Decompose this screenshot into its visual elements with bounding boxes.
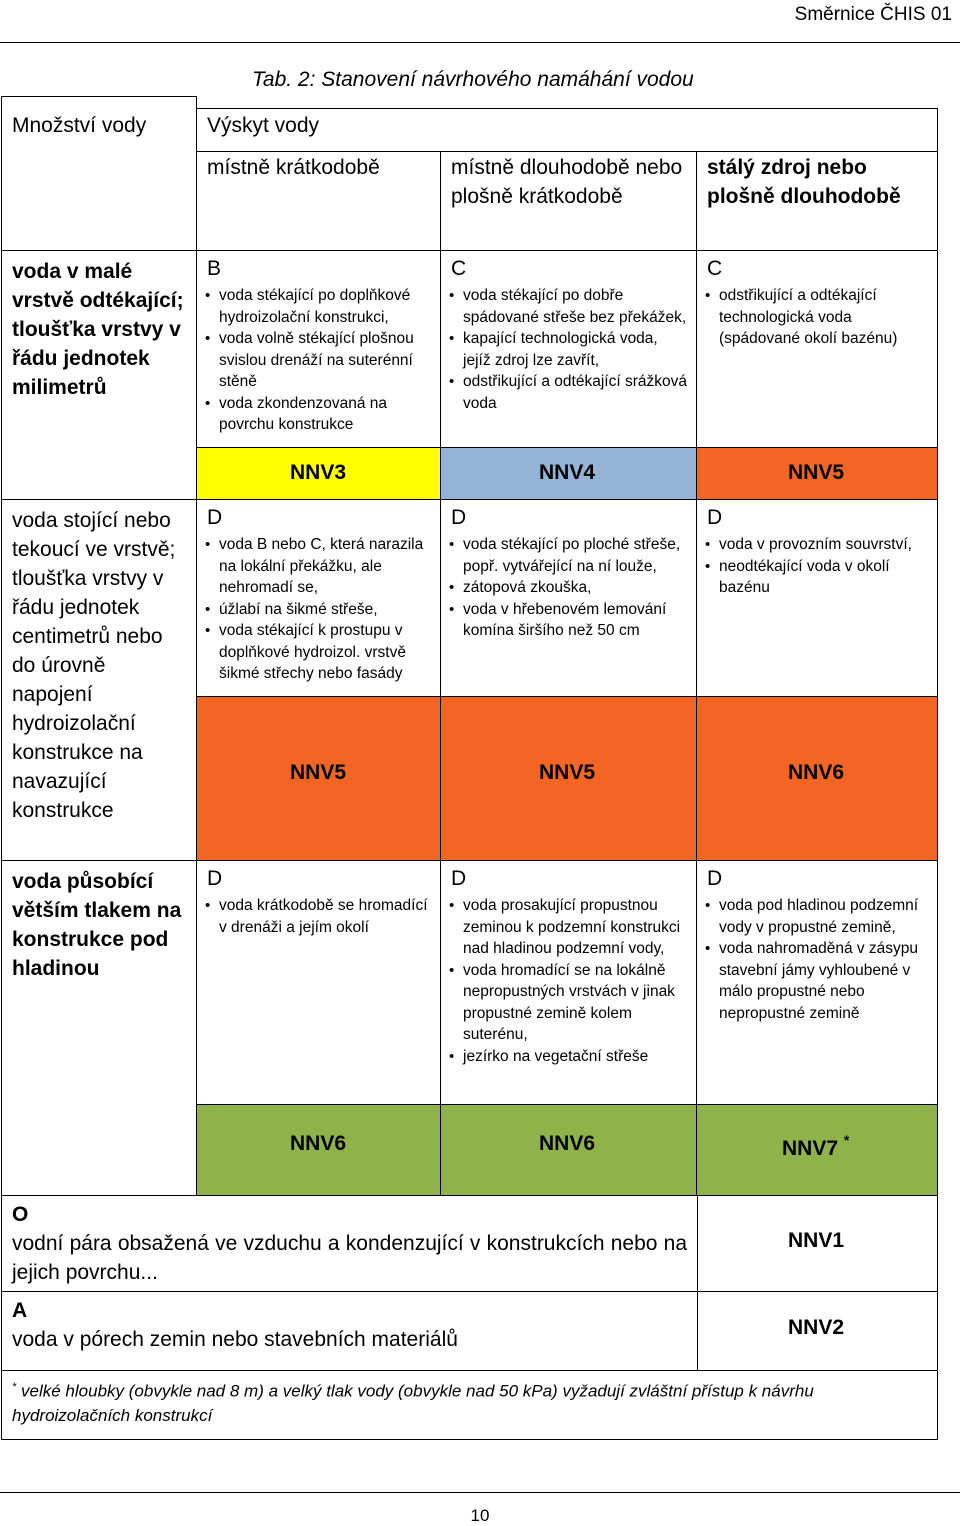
header-c1-cell	[196, 151, 441, 251]
list-item: • voda stékající k prostupu v doplňkové hydroizol. vrstvě šikmé střechy nebo fasády	[219, 620, 432, 685]
row3-label-cell	[1, 860, 197, 1196]
bottom-o-cell	[1, 1195, 698, 1292]
document-title: Směrnice ČHIS 01	[794, 4, 952, 25]
row1-cell1	[196, 250, 441, 448]
list-item: • voda stékající po doplňkové hydroizolační konstrukci,	[219, 285, 432, 328]
bottom-a-cell	[1, 1291, 698, 1371]
row3-nnv1: NNV6	[290, 1132, 347, 1155]
row3-nnv1-cell	[196, 1104, 441, 1196]
bottom-o-nnv-cell	[697, 1195, 938, 1292]
row2-cell2	[440, 499, 697, 697]
row1-cell2	[440, 250, 697, 448]
bottom-o-letter: O	[12, 1203, 29, 1226]
header-vyskyt: Výskyt vody	[207, 114, 320, 137]
row2-cell1	[196, 499, 441, 697]
page-number: 10	[470, 1506, 490, 1525]
row3-nnv3-cell	[696, 1104, 938, 1196]
row3-nnv2: NNV6	[539, 1132, 596, 1155]
bottom-a-letter: A	[12, 1299, 28, 1322]
list-item: • voda volně stékající plošnou svislou drenáží na suterénní stěně	[219, 328, 432, 393]
row2-label: voda stojící nebo tekoucí ve vrstvě; tloušťka vrstvy v řádu jednotek centimetrů nebo do úrovně napojení hydroizolační konstrukce na navazující konstrukce	[12, 509, 176, 822]
footer-rule	[0, 1492, 960, 1493]
row1-nnv2-cell	[440, 447, 697, 500]
bottom-a-text: voda v pórech zemin nebo stavebních materiálů	[12, 1328, 458, 1351]
footnote-mark: *	[12, 1381, 17, 1393]
footnote-marker: *	[843, 1132, 850, 1148]
bottom-a-nnv-cell	[697, 1291, 938, 1371]
header-vyskyt-cell	[196, 108, 938, 152]
row2-nnv3: NNV6	[788, 761, 845, 784]
list-item: • voda stékající po ploché střeše, popř. vytvářející na ní louže,	[463, 534, 688, 577]
list-item: • voda krátkodobě se hromadící v drenáži a jejím okolí	[219, 895, 432, 938]
list-item: • voda hromadící se na lokálně nepropustných vrstvách v jinak propustné zemině kolem suterénu,	[463, 960, 688, 1046]
list-item: • odstřikující a odtékající srážková voda	[463, 371, 688, 414]
list-item: • jezírko na vegetační střeše	[463, 1046, 688, 1068]
list-item: • voda v provozním souvrství,	[719, 534, 929, 556]
row1-cell3	[696, 250, 938, 448]
list-item: • voda prosakující propustnou zeminou k podzemní konstrukci nad hladinou podzemní vody,	[463, 895, 688, 960]
row1-cell2-letter: C	[451, 257, 467, 280]
footnote-cell	[1, 1370, 938, 1440]
list-item: • zátopová zkouška,	[463, 577, 688, 599]
row3-cell1	[196, 860, 441, 1105]
row2-cell1-letter: D	[207, 506, 223, 529]
header-rule	[0, 42, 960, 43]
row3-cell2-letter: D	[451, 867, 467, 890]
row2-nnv2: NNV5	[539, 761, 596, 784]
row2-nnv3-cell	[696, 696, 938, 861]
row2-nnv1: NNV5	[290, 761, 347, 784]
row1-label-cell	[1, 250, 197, 500]
row2-cell3-letter: D	[707, 506, 723, 529]
row3-cell3	[696, 860, 938, 1105]
list-item: • odstřikující a odtékající technologická voda (spádované okolí bazénu)	[719, 285, 929, 350]
table-caption: Tab. 2: Stanovení návrhového namáhání vodou	[252, 68, 694, 91]
row1-nnv1-cell	[196, 447, 441, 500]
row3-cell3-letter: D	[707, 867, 723, 890]
bottom-a-nnv: NNV2	[788, 1316, 845, 1339]
row1-nnv1: NNV3	[290, 461, 347, 484]
row3-cell2	[440, 860, 697, 1105]
list-item: • neodtékající voda v okolí bazénu	[719, 556, 929, 599]
list-item: • voda zkondenzovaná na povrchu konstrukce	[219, 393, 432, 436]
bottom-o-nnv: NNV1	[788, 1229, 845, 1252]
footnote	[2, 1371, 937, 1432]
row3-nnv3	[782, 1132, 849, 1161]
header-c2-cell	[440, 151, 697, 251]
list-item: • voda nahromaděná v zásypu stavební jámy vyhloubené v málo propustné nebo nepropustné zemině	[719, 938, 929, 1024]
header-mnozstvi: Množství vody	[12, 114, 147, 137]
list-item: • kapající technologická voda, jejíž zdroj lze zavřít,	[463, 328, 688, 371]
list-item: • voda pod hladinou podzemní vody v propustné zemině,	[719, 895, 929, 938]
header-c1: místně krátkodobě	[207, 156, 380, 179]
row1-nnv2: NNV4	[539, 461, 596, 484]
row3-nnv2-cell	[440, 1104, 697, 1196]
row1-nnv3-cell	[696, 447, 938, 500]
row3-cell1-letter: D	[207, 867, 223, 890]
row1-cell3-letter: C	[707, 257, 723, 280]
row1-cell1-letter: B	[207, 257, 222, 280]
list-item: • úžlabí na šikmé střeše,	[219, 599, 432, 621]
row1-nnv3: NNV5	[788, 461, 845, 484]
row3-label: voda působící větším tlakem na konstrukce pod hladinou	[12, 870, 182, 980]
row2-nnv2-cell	[440, 696, 697, 861]
header-c3-cell	[696, 151, 938, 251]
list-item: • voda v hřebenovém lemování komína širšího než 50 cm	[463, 599, 688, 642]
header-c2: místně dlouhodobě nebo plošně krátkodobě	[451, 156, 683, 208]
row1-label: voda v malé vrstvě odtékající; tloušťka vrstvy v řádu jednotek milimetrů	[12, 260, 184, 399]
row2-cell3	[696, 499, 938, 697]
row2-label-cell	[1, 499, 197, 861]
list-item: • voda B nebo C, která narazila na lokální překážku, ale nehromadí se,	[219, 534, 432, 599]
bottom-o-text: vodní pára obsažená ve vzduchu a kondenzující v konstrukcích nebo na jejich povrchu...	[12, 1232, 687, 1284]
list-item: • voda stékající po dobře spádované střeše bez překážek,	[463, 285, 688, 328]
row2-nnv1-cell	[196, 696, 441, 861]
footnote-text: velké hloubky (obvykle nad 8 m) a velký tlak vody (obvykle nad 50 kPa) vyžadují zvláštní přístup k návrhu hydroizolačních konstrukcí	[12, 1381, 814, 1425]
header-mnozstvi-cell	[1, 96, 197, 251]
row3-nnv3-label: NNV7	[782, 1137, 839, 1160]
header-c3: stálý zdroj nebo plošně dlouhodobě	[707, 156, 901, 208]
row2-cell2-letter: D	[451, 506, 467, 529]
